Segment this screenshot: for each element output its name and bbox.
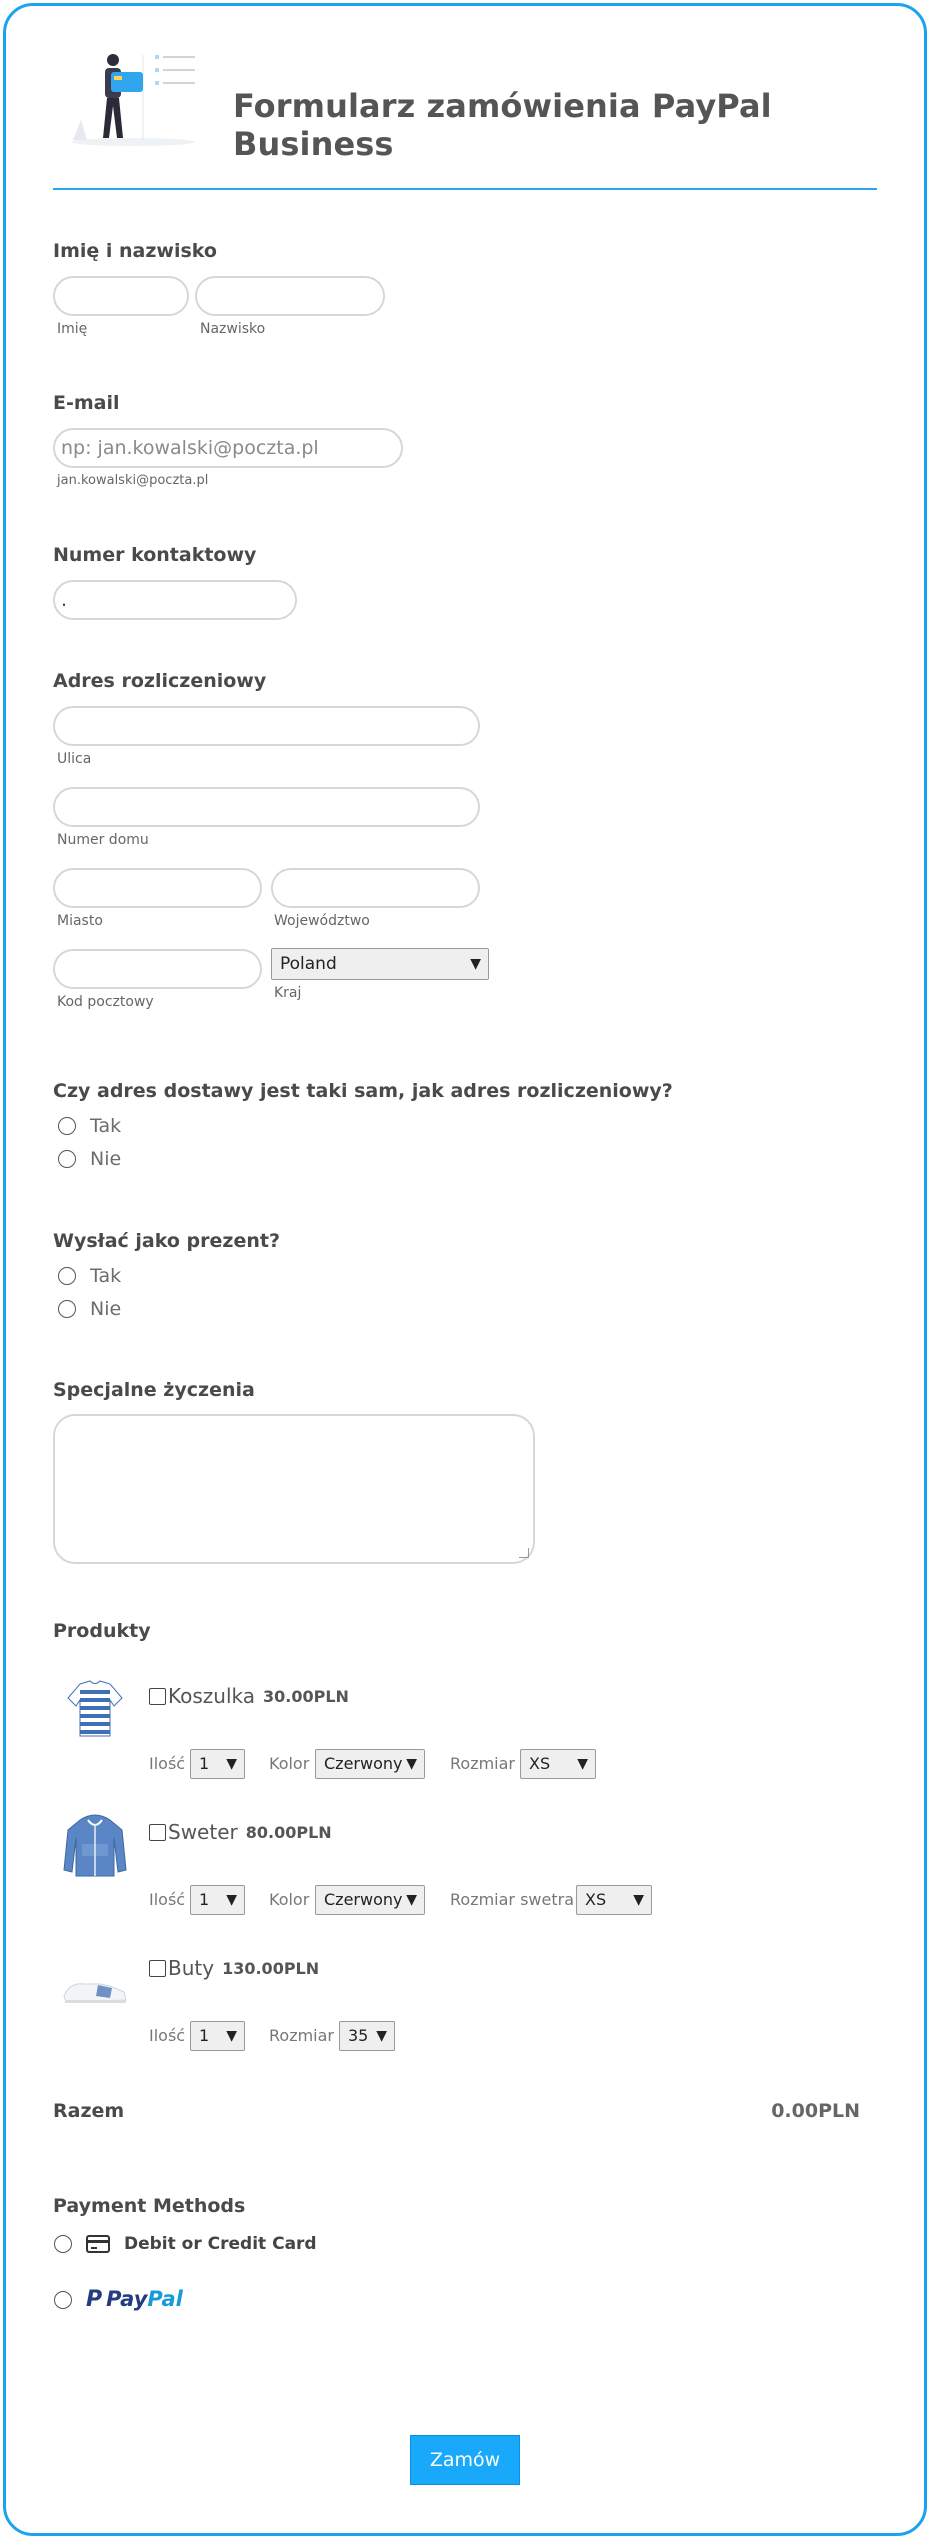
email-input[interactable]: np: jan.kowalski@poczta.pl [53,428,403,468]
last-name-input[interactable] [195,276,385,316]
same-address-label: Czy adres dostawy jest taki sam, jak adres rozliczeniowy? [53,1080,673,1102]
chevron-down-icon: ▼ [376,2028,387,2044]
qty-label: Ilość [149,1890,186,1909]
email-label: E-mail [53,392,120,414]
same-address-option-yes[interactable] [58,1115,121,1137]
product-price: 130.00PLN [222,1958,320,1978]
qty-select[interactable] [190,1885,245,1915]
radio-button[interactable] [58,1300,76,1318]
product-checkbox[interactable] [149,1960,166,1977]
sweater-image [60,1810,130,1890]
special-wishes-textarea[interactable] [53,1414,535,1564]
country-value: Poland [280,954,337,974]
first-name-sublabel: Imię [57,321,88,337]
paypal-pay: Pay [106,2287,148,2311]
option-label: Tak [90,1115,122,1137]
special-wishes-label: Specjalne życzenia [53,1379,255,1401]
street-sublabel: Ulica [57,751,92,767]
product-checkbox[interactable] [149,1824,166,1841]
qty-select[interactable] [190,2021,245,2051]
size-select[interactable] [339,2021,395,2051]
radio-button[interactable] [58,1117,76,1135]
payment-option-card[interactable] [54,2234,317,2254]
product-name: Buty [168,1956,215,1980]
color-select[interactable] [315,1885,425,1915]
submit-button[interactable]: Zamów [410,2435,520,2485]
gift-label: Wysłać jako prezent? [53,1230,280,1252]
select-value: 1 [199,1890,210,1909]
gift-option-yes[interactable] [58,1265,121,1287]
product-name: Sweter [168,1820,238,1844]
city-input[interactable] [53,868,262,908]
chevron-down-icon: ▼ [470,956,481,972]
state-sublabel: Województwo [274,913,370,929]
qty-select[interactable] [190,1749,245,1779]
paypal-logo [86,2287,183,2312]
chevron-down-icon: ▼ [226,1756,237,1772]
credit-card-icon [86,2235,110,2253]
radio-button[interactable] [54,2291,72,2309]
product-price: 30.00PLN [263,1686,349,1706]
paypal-mark: P [86,2287,103,2312]
payment-option-paypal[interactable] [54,2287,183,2312]
size-label: Rozmiar [269,2026,334,2045]
size-label: Rozmiar [450,1754,515,1773]
street-input[interactable] [53,706,480,746]
qty-label: Ilość [149,2026,186,2045]
chevron-down-icon: ▼ [633,1892,644,1908]
color-label: Kolor [269,1754,310,1773]
paypal-pal: Pal [147,2287,183,2311]
chevron-down-icon: ▼ [406,1892,417,1908]
option-label: Nie [90,1148,122,1170]
email-sublabel: jan.kowalski@poczta.pl [57,473,209,488]
country-sublabel: Kraj [274,985,302,1001]
form-frame [3,3,927,2536]
color-label: Kolor [269,1890,310,1909]
chevron-down-icon: ▼ [226,2028,237,2044]
last-name-sublabel: Nazwisko [200,321,266,337]
product-price: 80.00PLN [245,1822,332,1842]
product-name: Koszulka [168,1684,255,1708]
chevron-down-icon: ▼ [406,1756,417,1772]
phone-input[interactable]: . [53,580,297,620]
select-value: 1 [199,2026,210,2045]
product-checkbox[interactable] [149,1688,166,1705]
option-label: Nie [90,1298,122,1320]
option-label: Tak [90,1265,122,1287]
zip-sublabel: Kod pocztowy [57,994,154,1010]
select-value: XS [529,1754,551,1773]
billing-label: Adres rozliczeniowy [53,670,267,692]
products-label: Produkty [53,1620,151,1642]
product-buty[interactable] [149,1956,319,1980]
card-label: Debit or Credit Card [124,2234,317,2254]
name-label: Imię i nazwisko [53,240,217,262]
house-number-sublabel: Numer domu [57,832,149,848]
select-value: XS [585,1890,607,1909]
select-value: Czerwony [324,1890,403,1909]
resize-handle-icon[interactable] [519,1548,529,1558]
radio-button[interactable] [54,2235,72,2253]
form-header [53,40,877,190]
chevron-down-icon: ▼ [226,1892,237,1908]
form-title: Formularz zamówienia PayPal Business [233,87,772,163]
radio-button[interactable] [58,1150,76,1168]
tshirt-image [60,1676,130,1756]
radio-button[interactable] [58,1267,76,1285]
product-koszulka[interactable] [149,1684,349,1708]
same-address-option-no[interactable] [58,1148,121,1170]
country-select[interactable] [271,948,489,980]
city-sublabel: Miasto [57,913,103,929]
zip-input[interactable] [53,949,262,989]
first-name-input[interactable] [53,276,189,316]
hero-illustration [63,50,203,150]
phone-label: Numer kontaktowy [53,544,257,566]
state-input[interactable] [271,868,480,908]
payment-methods-label: Payment Methods [53,2195,246,2217]
house-number-input[interactable] [53,787,480,827]
qty-label: Ilość [149,1754,186,1773]
select-value: 35 [348,2026,369,2045]
chevron-down-icon: ▼ [577,1756,588,1772]
color-select[interactable] [315,1749,425,1779]
total-label: Razem [53,2100,125,2122]
gift-option-no[interactable] [58,1298,121,1320]
size-select[interactable] [576,1885,652,1915]
size-select[interactable] [520,1749,596,1779]
select-value: 1 [199,1754,210,1773]
sweater-size-label: Rozmiar swetra [450,1890,575,1909]
select-value: Czerwony [324,1754,403,1773]
total-value: 0.00PLN [771,2100,860,2122]
product-sweter[interactable] [149,1820,332,1844]
shoes-image [60,1946,130,2026]
